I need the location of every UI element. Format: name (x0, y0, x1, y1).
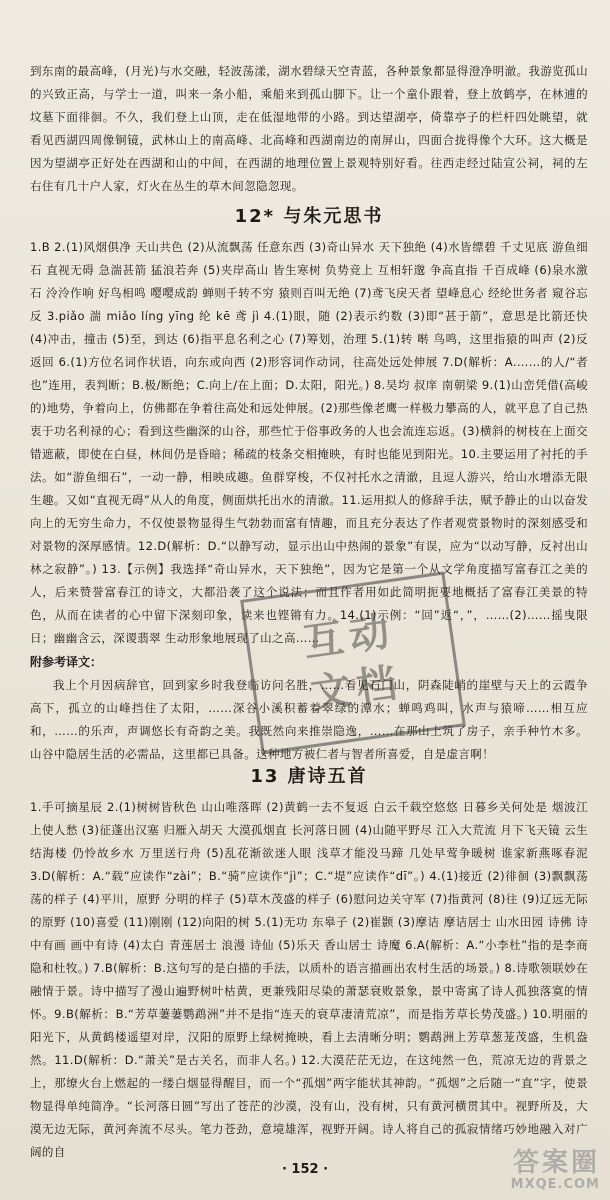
intro-translation: 到东南的最高峰，(月光)与水交融，轻波荡漾，湖水碧绿天空青蓝，各种景象都显得澄净明澈。我游览孤山的兴致正高，与学士一道，叫来一条小船，乘船来到孤山脚下。让一个童仆跟着，登上放鹤亭，在林逋的坟墓下面徘徊。不久，我们登上山顶，走在低湿地带的小路。到达望湖亭，倚靠亭子的栏杆四处眺望，就看见西湖四周像铜镜，武林山上的南高峰、北高峰和西湖南边的南屏山，四面合拢得像个大环。这大概是因为望湖亭正好处在西湖和山的中间，在西湖的地理位置上景观特别好看。往西走经过陆宣公祠，祠的左右住有几十户人家，灯火在丛生的草木间忽隐忽现。 (30, 64, 588, 193)
watermark-line-1: 答案圈 (512, 1148, 600, 1178)
page-number: · 152 · (281, 1162, 329, 1177)
section-12-answers: 1.B 2.(1)风烟俱净 天山共色 (2)从流飘荡 任意东西 (3)奇山异水 天下独绝 (4)水皆缥碧 千丈见底 游鱼细石 直视无碍 急湍甚箭 猛浪若奔 (5)夹岸高山 皆生寒树 负势竞上 互相轩邈 争高直指 千百成峰 (6)泉水激石 泠泠作响 好鸟相鸣 嘤嘤成韵 蝉则千转不穷 猿则百叫无绝 (7)鸢飞戾天者 望峰息心 经纶世务者 窥谷忘反 3.piǎo 湍 miǎo líng yīng 纶 kē 鸢 jì 4.(1)眼，随 (2)表示约数 (3)即“甚于箭”，意思是比箭还快 (4)冲击，撞击 (5)至，到达 (6)指平息名利之心 (7)筹划，治理 5.(1)转 啭 鸟鸣，这里指猿的叫声 (2)反 返回 6.(1)方位名词作状语，向东或向西 (2)形容词作动词，往高处远处伸展 7.D(解析：A.……的人/“者也”连用，表判断；B.极/断绝；C.向上/在上面；D.太阳，阳光。) 8.吴均 叔庠 南朝梁 9.(1)山峦凭借(高峻的)地势，争着向上，仿佛都在争着往高处和远处伸展。(2)那些像老鹰一样极力攀高的人，就平息了自己热衷于功名利禄的心；看到这些幽深的山谷，那些忙于俗事政务的人也会流连忘返。(3)横斜的树枝在上面交错遮蔽，即使在白昼，林间仍是昏暗；稀疏的枝条交相掩映，有时也能见到阳光。10.主要运用了衬托的手法。如“游鱼细石”，一动一静，相映成趣。鱼群穿梭，不仅衬托水之清澈，且逗人游兴，给山水增添无限生趣。又如“直视无碍”从人的角度，侧面烘托出水的清澈。11.运用拟人的修辞手法，赋予静止的山以奋发向上的无穷生命力，不仅使景物显得生气勃勃而富有情趣，而且充分表达了作者观赏景物时的深刻感受和对景物的深厚感情。12.D(解析：D.“以静写动，显示出山中热闹的景象”有误，应为“以动写静，反衬出山林之寂静”。) 13.【示例】我选择“奇山异水，天下独绝”，因为它是第一个从文学角度描写富春江之美的人，后来赞誉富春江的诗文，大都沿袭了这个说法；而且作者用如此简明扼要地概括了富春江美景的特色，从而在读者的心中留下深刻印象，读来也铿锵有力。14.(1)示例：“回”返“，”，……(2)……摇曳限日；幽幽含云，深谡翡翠 生动形象地展现了山之高…… (30, 240, 588, 645)
reference-translation-label: 附参考译文： (30, 655, 103, 669)
section-13-answers: 1.手可摘星辰 2.(1)树树皆秋色 山山唯落晖 (2)黄鹤一去不复返 白云千载空悠悠 日暮乡关何处是 烟波江上使人愁 (3)征蓬出汉塞 归雁入胡天 大漠孤烟直 长河落日圆 (4)山随平野尽 江入大荒流 月下飞天镜 云生结海楼 仍怜故乡水 万里送行舟 (5)乱花渐欲迷人眼 浅草才能没马蹄 几处早莺争暖树 谁家新燕啄春泥 3.D(解析：A.“载”应读作“zài”；B.“骑”应读作“jì”；C.“堤”应读作“dī”。) 4.(1)接近 (2)徘徊 (3)飘飘荡荡的样子 (4)平川，原野 分明的样子 (5)草木茂盛的样子 (6)慰问边关守军 (7)指黄河 (8)往 (9)辽远无际的原野 (10)喜爱 (11)刚刚 (12)向阳的树 5.(1)无功 东皋子 (2)崔颢 (3)摩诘 摩诘居士 山水田园 诗佛 诗中有画 画中有诗 (4)太白 青莲居士 浪漫 诗仙 (5)乐天 香山居士 诗魔 6.A(解析：A.“小李杜”指的是李商隐和杜牧。) 7.B(解析：B.这句写的是白描的手法，以质朴的语言描画出农村生活的场景。) 8.诗歌领联妙在融情于景。诗中描写了漫山遍野树叶枯黄，更兼残阳尽染的萧瑟衰败景象，景中寄寓了诗人孤独落寞的情怀。9.B(解析：B.“芳草萋萋鹦鹉洲”并不是指“连天的衰草凄清荒凉”，而是指芳草长势茂盛。) 10.明丽的阳光下，从黄鹤楼遥望对岸，汉阳的原野上绿树掩映，看上去清晰分明；鹦鹉洲上芳草葱茏茂盛，生机盎然。11.D(解析：D.“萧关”是古关名，而非人名。) 12.大漠茫茫无边，在这纯然一色，荒凉无边的背景之上，那缭火台上燃起的一缕白烟显得醒目，而一个“孤烟”两字能状其神韵。“孤烟”之后随一“直”字，使景物显得单纯简净。“长河落日圆”写出了苍茫的沙漠，没有山，没有树，只有黄河横贯其中。视野所及，大漠无边无际，黄河奔流不尽头。笔力苍劲，意境雄浑，视野开阔。诗人将自己的孤寂情绪巧妙地融入对广阔的自 (30, 800, 588, 1159)
section-13-title: 13 唐诗五首 (250, 766, 368, 787)
intro-block (30, 60, 588, 198)
watermark-line-2: MXQE.COM (510, 1177, 600, 1192)
stamp-line-2: 文档 (307, 659, 406, 718)
stamp-line-1: 互动 (300, 608, 399, 667)
site-watermark (511, 1149, 600, 1192)
section-13 (30, 760, 588, 1164)
section-12-title: 12* 与朱元思书 (234, 206, 384, 227)
reference-translation-text: 我上个月因病辞官，回到家乡时我登临访问名胜，……看见石门山，阴森陡峭的崖壁与天上的云霞争高下，孤立的山峰挡住了太阳，……深谷小溪积蓄着翠绿的潭水；蝉鸣鸡叫，水声与猿啼……相互应和，……的乐声，声调悠长有奇韵之美。我既然向来推崇隐逸，……在那山上筑了房子，亲手种竹木多。山谷中隐居生活的必需品，这里都已具备。这种地方被仁者与智者所喜爱，自是虚言啊！ (30, 678, 588, 761)
section-12 (30, 200, 588, 766)
